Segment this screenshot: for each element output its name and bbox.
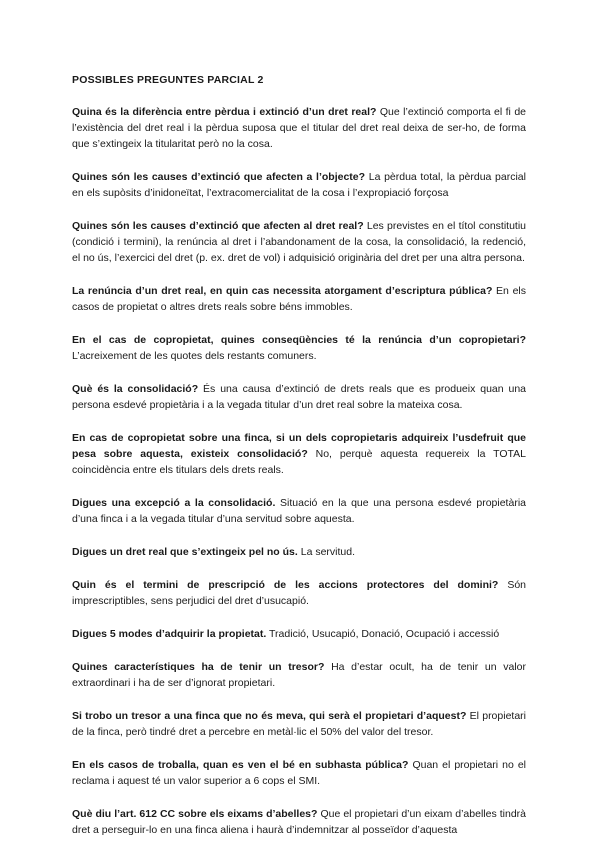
question: En el cas de copropietat, quines conseqüències té la renúncia d’un copropietari? [72,334,526,346]
document-page [72,72,526,855]
qa-item [72,104,526,152]
question: Què és la consolidació? [72,383,199,395]
question: Quines característiques ha de tenir un tresor? [72,661,325,673]
qa-item [72,169,526,201]
answer: La pèrdua total, la pèrdua parcial en els supòsits d’inidoneïtat, l’extracomercialitat de la cosa i l’expropiació forçosa [72,171,526,199]
answer: Quan el propietari no el reclama i aquest té un valor superior a 6 cops el SMI. [72,759,526,787]
question: Quin és el termini de prescripció de les accions protectores del domini? [72,579,499,591]
qa-item [72,430,526,478]
qa-item [72,218,526,266]
qa-item [72,757,526,789]
answer: Situació en la que una persona esdevé propietària d’una finca i a la vegada titular d’una servitud sobre aquesta. [72,497,526,525]
answer: Ha d’estar ocult, ha de tenir un valor extraordinari i ha de ser d’ignorat propietari. [72,661,526,689]
question: La renúncia d’un dret real, en quin cas necessita atorgament d’escriptura pública? [72,285,493,297]
qa-item [72,626,526,642]
answer: Tradició, Usucapió, Donació, Ocupació i accessió [269,628,500,640]
answer: El propietari de la finca, però tindré dret a percebre en metàl·lic el 50% del valor del tresor. [72,710,526,738]
answer: En els casos de propietat o altres drets reals sobre béns immobles. [72,285,526,313]
qa-item [72,381,526,413]
question: Digues 5 modes d’adquirir la propietat. [72,628,267,640]
answer: Que l’extinció comporta el fi de l’existència del dret real i la pèrdua suposa que el titular del dret real deixa de ser-ho, de forma que s’extingeix la titularitat però no la cosa. [72,106,526,150]
qa-item [72,659,526,691]
answer: L’acreixement de les quotes dels restants comuners. [72,350,317,362]
qa-item [72,577,526,609]
qa-item [72,332,526,364]
question: En cas de copropietat sobre una finca, si un dels copropietaris adquireix l’usdefruit que pesa sobre aquesta, existeix consolidació? [72,432,526,460]
qa-item [72,544,526,560]
answer: Que el propietari d’un eixam d’abelles tindrà dret a perseguir-lo en una finca aliena i haurà d’indemnitzar al posseïdor d’aquesta [72,808,526,836]
answer: No, perquè aquesta requereix la TOTAL coincidència entre els titulars dels drets reals. [72,448,526,476]
answer: Les previstes en el títol constitutiu (condició i termini), la renúncia al dret i l’abandonament de la cosa, la consolidació, la redenció, el no ús, l’exercici del dret (p. ex. dret de vol) i adquisició originària del dret per una altra persona. [72,220,526,264]
answer: És una causa d’extinció de drets reals que es produeix quan una persona esdevé propietària i a la vegada titular d’un dret real sobre la mateixa cosa. [72,383,527,411]
question: Digues un dret real que s’extingeix pel no ús. [72,546,298,558]
qa-item [72,495,526,527]
question: Si trobo un tresor a una finca que no és meva, qui serà el propietari d’aquest? [72,710,467,722]
question: Què diu l’art. 612 CC sobre els eixams d’abelles? [72,808,318,820]
qa-item [72,708,526,740]
qa-item [72,283,526,315]
question: Digues una excepció a la consolidació. [72,497,276,509]
answer: La servitud. [300,546,356,558]
question: Quina és la diferència entre pèrdua i extinció d’un dret real? [72,106,377,118]
qa-item [72,806,526,838]
question: Quines són les causes d’extinció que afecten a l’objecte? [72,171,366,183]
answer: Són imprescriptibles, sens perjudici del dret d’usucapió. [72,579,526,607]
question: Quines són les causes d’extinció que afecten al dret real? [72,220,364,232]
document-title: POSSIBLES PREGUNTES PARCIAL 2 [72,74,264,86]
question: En els casos de troballa, quan es ven el bé en subhasta pública? [72,759,409,771]
